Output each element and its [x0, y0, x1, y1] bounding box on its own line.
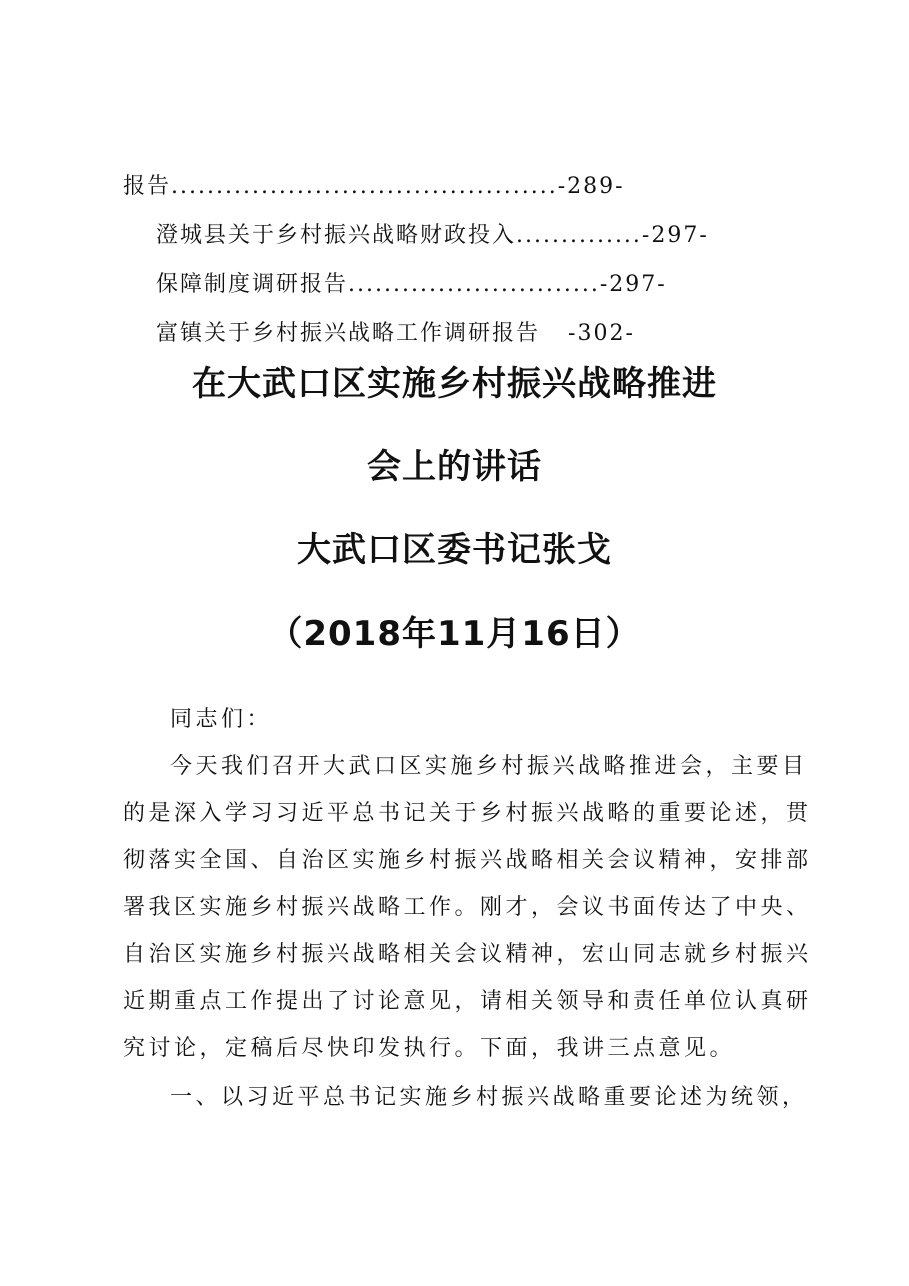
toc-entry-1: [123, 172, 625, 202]
toc-leader-dots: ............................: [348, 272, 600, 297]
body-line-4: 署我区实施乡村振兴战略工作。刚才，会议书面传达了中央、: [123, 895, 812, 920]
body-line-6: 近期重点工作提出了讨论意见，请相关领导和责任单位认真研: [123, 989, 812, 1014]
body-line-1: 今天我们召开大武口区实施乡村振兴战略推进会，主要目: [170, 754, 808, 779]
toc-page-number: -297-: [599, 272, 667, 297]
toc-entry-2: [156, 221, 709, 251]
toc-entry-text: 报告: [123, 174, 172, 199]
toc-page-number: -302-: [568, 321, 635, 346]
toc-leader-dots: ...........................................: [171, 174, 558, 199]
speech-author: 大武口区委书记张戈: [297, 530, 612, 570]
speech-title-line-2: 会上的讲话: [367, 447, 542, 487]
toc-page-number: -289-: [557, 174, 625, 199]
toc-entry-text: 富镇关于乡村振兴战略工作调研报告: [156, 321, 541, 346]
toc-entry-text: 澄城县关于乡村振兴战略财政投入: [156, 223, 517, 248]
toc-entry-text: 保障制度调研报告: [156, 272, 349, 297]
toc-entry-3: [156, 270, 667, 300]
section-heading-1: 一、以习近平总书记实施乡村振兴战略重要论述为统领，: [170, 1085, 808, 1110]
salutation: 同志们：: [170, 707, 273, 732]
speech-title-line-1: 在大武口区实施乡村振兴战略推进: [192, 364, 717, 404]
toc-page-number: -297-: [641, 223, 709, 248]
toc-entry-4: [156, 319, 635, 349]
body-line-5: 自治区实施乡村振兴战略相关会议精神，宏山同志就乡村振兴: [123, 942, 812, 967]
speech-date: （2018年11月16日）: [268, 614, 641, 654]
body-line-2: 的是深入学习习近平总书记关于乡村振兴战略的重要论述，贯: [123, 801, 812, 826]
body-line-7: 究讨论，定稿后尽快印发执行。下面，我讲三点意见。: [123, 1036, 736, 1061]
body-line-3: 彻落实全国、自治区实施乡村振兴战略相关会议精神，安排部: [123, 848, 812, 873]
toc-leader-dots: ..............: [516, 223, 642, 248]
